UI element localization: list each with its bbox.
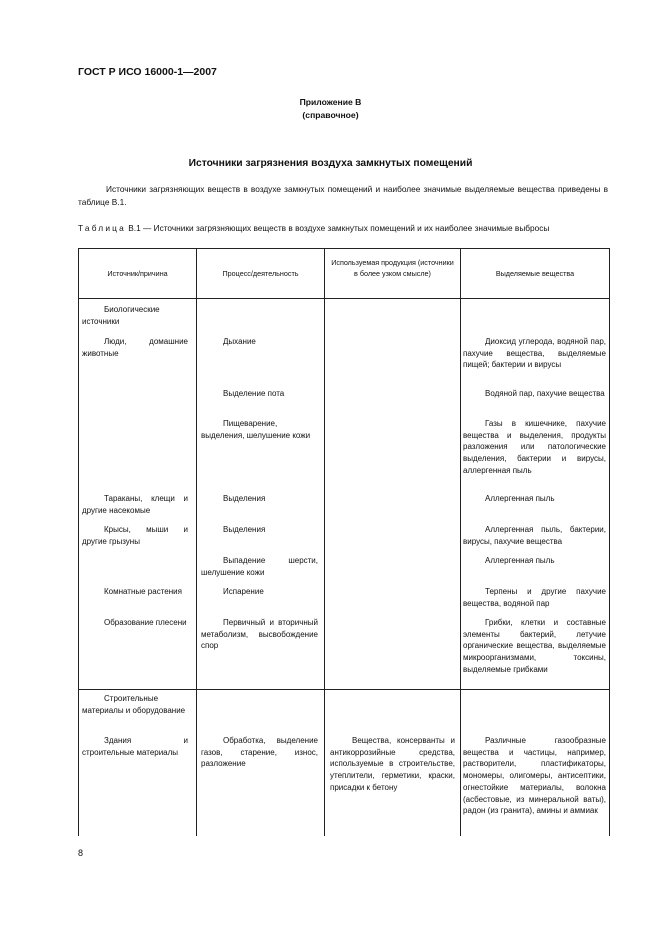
col-border-4 bbox=[609, 248, 610, 836]
col-border-2 bbox=[324, 248, 325, 836]
annex-title: Приложение В bbox=[299, 97, 362, 107]
table-cell: Выделение пота bbox=[223, 389, 285, 398]
table-row: Здания и строительные материалы bbox=[82, 736, 188, 757]
table-row: Строительные материалы и оборудование bbox=[82, 694, 186, 715]
document-header: ГОСТ Р ИСО 16000-1—2007 bbox=[78, 66, 217, 78]
table-cell: Испарение bbox=[223, 587, 264, 596]
header-bottom-border bbox=[78, 298, 609, 299]
table-cell: Газы в кишечнике, пахучие вещества и выделения, продукты разложения или патологические выделения, бактерии и вирусы, аллергенная пыль bbox=[463, 419, 606, 475]
col-header-source: Источник/причина bbox=[107, 269, 168, 278]
section-divider bbox=[78, 689, 609, 690]
section-heading: Источники загрязнения воздуха замкнутых помещений bbox=[188, 158, 473, 169]
col-border-1 bbox=[196, 248, 197, 836]
intro-paragraph bbox=[78, 183, 608, 209]
table-cell: Пищеварение, выделения, шелушение кожи bbox=[201, 419, 311, 440]
table-cell: Грибки, клетки и составные элементы бактерий, летучие органические вещества, выделяемые микроорганизмами, токсины, выделяемые грибками bbox=[463, 618, 606, 674]
table-cell: Выделения bbox=[223, 494, 266, 503]
table-row: Тараканы, клещи и другие насекомые bbox=[82, 494, 188, 515]
table-caption bbox=[78, 222, 608, 235]
table-cell: Аллергенная пыль bbox=[485, 494, 555, 503]
table-cell: Дыхание bbox=[223, 337, 256, 346]
page-number: 8 bbox=[78, 848, 84, 858]
table-cell: Вещества, консерванты и антикоррозийные средства, используемые в строительстве, утеплители, герметики, краски, присадки к бетону bbox=[330, 736, 455, 792]
table-row: Крысы, мыши и другие грызуны bbox=[82, 525, 188, 546]
table-cell: Аллергенная пыль bbox=[485, 556, 555, 565]
table-cell: Аллергенная пыль, бактерии, вирусы, пахучие вещества bbox=[463, 525, 606, 546]
col-header-product: Используемая продукция (источники в более узком смысле) bbox=[331, 258, 454, 278]
col-border-3 bbox=[460, 248, 461, 836]
table-row: Комнатные растения bbox=[104, 587, 182, 596]
caption-text: В.1 — Источники загрязняющих веществ в воздухе замкнутых помещений и их наиболее значимые выбросы bbox=[128, 223, 550, 233]
table-cell: Обработка, выделение газов, старение, износ, разложение bbox=[201, 736, 318, 769]
table-row: Образование плесени bbox=[104, 618, 187, 627]
col-header-substances: Выделяемые вещества bbox=[495, 269, 575, 278]
table-row: Люди, домашние животные bbox=[82, 337, 188, 358]
annex-subtitle: (справочное) bbox=[302, 110, 359, 120]
col-border-0 bbox=[78, 248, 79, 836]
table-cell: Выделения bbox=[223, 525, 266, 534]
table-cell: Первичный и вторичный метаболизм, высвобождение спор bbox=[201, 618, 318, 651]
caption-label: Таблица bbox=[78, 223, 126, 233]
table-cell: Диоксид углерода, водяной пар, пахучие вещества, выделяемые пищей; бактерии и вирусы bbox=[463, 337, 606, 370]
col-header-process: Процесс/деятельность bbox=[222, 269, 299, 278]
table-top-border bbox=[78, 248, 609, 249]
table-cell: Водяной пар, пахучие вещества bbox=[485, 389, 605, 398]
table-cell: Выпадение шерсти, шелушение кожи bbox=[201, 556, 318, 577]
table-row: Биологические источники bbox=[82, 305, 160, 326]
table-cell: Терпены и другие пахучие вещества, водяной пар bbox=[463, 587, 606, 608]
table-cell: Различные газообразные вещества и частицы, например, растворители, пластификаторы, мономеры, олигомеры, антисептики, огнестойкие материалы, волокна (асбестовые, из минеральной ваты), радон (из гранита), амины и аммиак bbox=[463, 736, 606, 816]
intro-text: Источники загрязняющих веществ в воздухе замкнутых помещений и наиболее значимые выделяемые вещества приведены в таблице В.1. bbox=[78, 184, 608, 207]
